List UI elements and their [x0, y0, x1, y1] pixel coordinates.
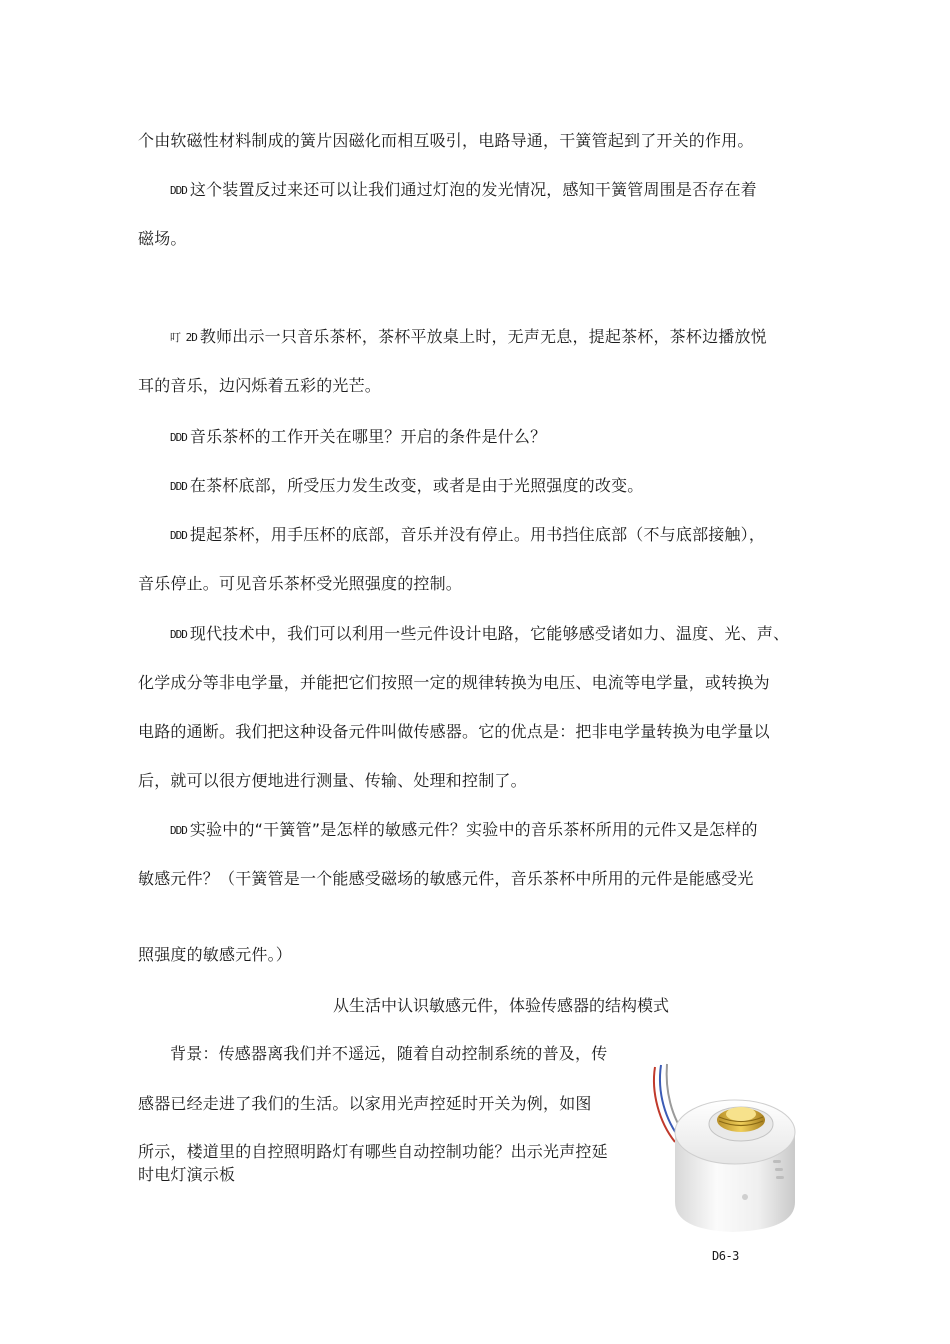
- text-line: DDD 现代技术中，我们可以利用一些元件设计电路，它能够感受诸如力、温度、光、声、: [170, 624, 790, 643]
- text-line: 后，就可以很方便地进行测量、传输、处理和控制了。: [138, 771, 527, 790]
- text-line: DDD 提起茶杯，用手压杯的底部，音乐并没有停止。用书挡住底部（不与底部接触），: [170, 525, 766, 544]
- garbled-marker: DDD: [170, 529, 187, 542]
- garbled-marker: DDD: [170, 431, 187, 444]
- text-line: DDD 这个装置反过来还可以让我们通过灯泡的发光情况，感知干簧管周围是否存在着: [170, 180, 757, 199]
- text-line: 磁场。: [138, 229, 187, 248]
- garbled-marker: 叮 2D: [170, 331, 197, 344]
- text-line: 背景：传感器离我们并不遥远，随着自动控制系统的普及，传: [170, 1044, 608, 1063]
- garbled-marker: DDD: [170, 480, 187, 493]
- text-line: 敏感元件？（干簧管是一个能感受磁场的敏感元件，音乐茶杯中所用的元件是能感受光: [138, 869, 754, 888]
- text-line: 个由软磁性材料制成的簧片因磁化而相互吸引，电路导通，干簧管起到了开关的作用。: [138, 131, 754, 150]
- garbled-marker: DDD: [170, 824, 187, 837]
- text-line: 所示，楼道里的自控照明路灯有哪些自动控制功能？出示光声控延: [138, 1142, 608, 1161]
- text-line: 叮 2D 教师出示一只音乐茶杯，茶杯平放桌上时，无声无息，提起茶杯，茶杯边播放悦: [170, 327, 767, 346]
- text-line: 电路的通断。我们把这种设备元件叫做传感器。它的优点是：把非电学量转换为电学量以: [138, 722, 770, 741]
- text-line: DDD 在茶杯底部，所受压力发生改变，或者是由于光照强度的改变。: [170, 476, 644, 495]
- text-line: DDD 实验中的“干簧管”是怎样的敏感元件？实验中的音乐茶杯所用的元件又是怎样的: [170, 820, 758, 839]
- text-line: 音乐停止。可见音乐茶杯受光照强度的控制。: [138, 574, 463, 593]
- text-line: 照强度的敏感元件。）: [138, 945, 293, 964]
- text-line: DDD 音乐茶杯的工作开关在哪里？开启的条件是什么？: [170, 427, 547, 446]
- text-line: 化学成分等非电学量，并能把它们按照一定的规律转换为电压、电流等电学量，或转换为: [138, 673, 770, 692]
- garbled-marker: DDD: [170, 628, 187, 641]
- figure-caption: D6-3: [712, 1249, 739, 1263]
- text-line: 感器已经走进了我们的生活。以家用光声控延时开关为例，如图: [138, 1094, 592, 1113]
- section-title: 从生活中认识敏感元件，体验传感器的结构模式: [332, 996, 669, 1015]
- text-line: 耳的音乐，边闪烁着五彩的光芒。: [138, 376, 382, 395]
- text-line: 时电灯演示板: [138, 1165, 236, 1184]
- garbled-marker: DDD: [170, 184, 187, 197]
- lamp-holder-photo: [645, 1062, 815, 1237]
